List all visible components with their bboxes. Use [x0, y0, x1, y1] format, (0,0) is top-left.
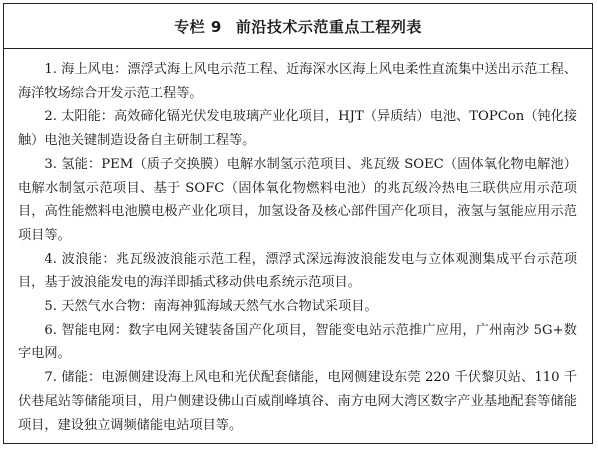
item-number: 5. [44, 299, 57, 315]
item-name: 波浪能 [61, 251, 103, 267]
list-item-offshore-wind [18, 58, 577, 105]
list-item-hydrogen [18, 153, 577, 248]
item-name: 智能电网 [61, 322, 115, 338]
panel-title: 前沿技术示范重点工程列表 [235, 17, 422, 36]
item-number: 4. [44, 251, 57, 267]
list-item-wave-energy [18, 248, 577, 295]
item-text: 高效碲化镉光伏发电玻璃产业化项目，HJT（异质结）电池、TOPCon（钝化接触）电池关键制造设备自主研制工程等。 [18, 109, 578, 149]
item-name: 太阳能 [61, 109, 101, 125]
list-item-solar [18, 105, 577, 152]
item-number: 6. [44, 322, 57, 338]
box-content [4, 49, 592, 437]
item-name: 海上风电 [61, 62, 115, 77]
item-separator: ： [114, 62, 128, 77]
item-number: 7. [44, 370, 57, 386]
item-text: 电源侧建设海上风电和光伏配套储能，电网侧建设东莞 220 千伏黎贝站、110 千伏巷尾站等储能项目，用户侧建设佛山百威削峰填谷、南方电网大湾区数字产业基地配套等储能项目，建设独立调频储能电站项目等。 [18, 370, 578, 433]
list-item-smart-grid [18, 319, 577, 366]
item-number: 1. [44, 62, 57, 77]
item-separator: ： [87, 370, 102, 386]
item-separator: ： [114, 322, 129, 338]
item-text: PEM（质子交换膜）电解水制氢示范项目、兆瓦级 SOEC（固体氧化物电解池）电解水制氢示范项目、基于 SOFC（固体氧化物燃料电池）的兆瓦级冷热电三联供应用示范项目，高性能燃料电池膜电极产业化项目，加氢设备及核心部件国产化项目，液氢与氢能应用示范项目等。 [18, 156, 577, 243]
item-name: 储能 [61, 370, 88, 386]
feature-box [3, 3, 593, 444]
item-name: 天然气水合物 [61, 299, 141, 315]
item-text: 数字电网关键装备国产化项目，智能变电站示范推广应用，广州南沙 5G+数字电网。 [18, 322, 577, 362]
box-header [4, 4, 592, 49]
panel-label: 专栏 9 [174, 17, 222, 36]
item-separator: ： [102, 251, 116, 267]
item-text: 漂浮式海上风电示范工程、近海深水区海上风电柔性直流集中送出示范工程、海洋牧场综合开发示范工程等。 [18, 62, 578, 101]
item-name: 氢能 [61, 156, 88, 172]
item-number: 2. [44, 109, 57, 125]
item-separator: ： [100, 109, 114, 125]
item-number: 3. [44, 156, 57, 172]
item-separator: ： [87, 156, 102, 172]
item-text: 兆瓦级波浪能示范工程，漂浮式深远海波浪能发电与立体观测集成平台示范项目，基于波浪能发电的海洋即插式移动供电系统示范项目。 [18, 251, 578, 291]
item-text: 南海神狐海域天然气水合物试采项目。 [153, 299, 378, 315]
list-item-energy-storage [18, 366, 577, 437]
list-item-gas-hydrate [18, 295, 577, 319]
item-separator: ： [140, 299, 154, 315]
